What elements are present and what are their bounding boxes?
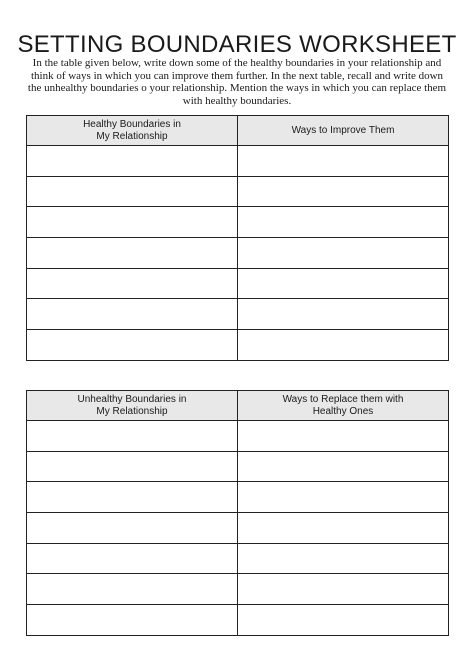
- table-row: [27, 451, 449, 482]
- unhealthy-boundaries-table-body: [27, 421, 449, 636]
- entry-cell-boundary[interactable]: [27, 482, 238, 513]
- entry-cell-boundary[interactable]: [27, 605, 238, 636]
- table-row: [27, 574, 449, 605]
- intro-paragraph: [20, 57, 454, 107]
- intro-line: the unhealthy boundaries o your relationship. Mention the ways in which you can replace them: [27, 82, 447, 94]
- unhealthy-boundaries-table: [26, 390, 449, 636]
- worksheet-title: SETTING BOUNDARIES WORKSHEET: [17, 31, 457, 58]
- header-line: My Relationship: [96, 405, 168, 417]
- header-line: Ways to Replace them with: [282, 393, 404, 405]
- table-row: [27, 421, 449, 452]
- entry-cell-action[interactable]: [238, 543, 449, 574]
- header-line: Unhealthy Boundaries in: [77, 393, 187, 405]
- entry-cell-action[interactable]: [238, 451, 449, 482]
- entry-cell-boundary[interactable]: [27, 330, 238, 361]
- unhealthy-boundaries-header: [27, 391, 238, 421]
- entry-cell-boundary[interactable]: [27, 513, 238, 544]
- table-row: [27, 268, 449, 299]
- entry-cell-boundary[interactable]: [27, 176, 238, 207]
- entry-cell-boundary[interactable]: [27, 574, 238, 605]
- table-row: [27, 482, 449, 513]
- table-row: [27, 146, 449, 177]
- entry-cell-boundary[interactable]: [27, 238, 238, 269]
- ways-to-replace-header: [238, 391, 449, 421]
- entry-cell-action[interactable]: [238, 299, 449, 330]
- table-row: [27, 513, 449, 544]
- table-row: [27, 543, 449, 574]
- table-row: [27, 238, 449, 269]
- ways-to-improve-header: [238, 116, 449, 146]
- entry-cell-boundary[interactable]: [27, 451, 238, 482]
- entry-cell-boundary[interactable]: [27, 146, 238, 177]
- entry-cell-action[interactable]: [238, 238, 449, 269]
- header-line: My Relationship: [96, 130, 168, 142]
- table-row: [27, 176, 449, 207]
- table-row: [27, 207, 449, 238]
- intro-line: think of ways in which you can improve them further. In the next table, recall and write down: [30, 69, 444, 82]
- table-row: [27, 605, 449, 636]
- table-header-row: [27, 116, 449, 146]
- intro-line: In the table given below, write down some of the healthy boundaries in your relationship and: [32, 57, 442, 69]
- entry-cell-boundary[interactable]: [27, 421, 238, 452]
- entry-cell-action[interactable]: [238, 146, 449, 177]
- entry-cell-boundary[interactable]: [27, 268, 238, 299]
- healthy-boundaries-header: [27, 116, 238, 146]
- table-row: [27, 330, 449, 361]
- entry-cell-action[interactable]: [238, 176, 449, 207]
- entry-cell-action[interactable]: [238, 574, 449, 605]
- table-header-row: [27, 391, 449, 421]
- entry-cell-boundary[interactable]: [27, 543, 238, 574]
- healthy-boundaries-table-body: [27, 146, 449, 361]
- header-line: Healthy Boundaries in: [83, 118, 181, 130]
- entry-cell-action[interactable]: [238, 482, 449, 513]
- entry-cell-action[interactable]: [238, 207, 449, 238]
- entry-cell-boundary[interactable]: [27, 299, 238, 330]
- intro-line: with healthy boundaries.: [182, 94, 292, 107]
- entry-cell-action[interactable]: [238, 330, 449, 361]
- entry-cell-action[interactable]: [238, 421, 449, 452]
- table-row: [27, 299, 449, 330]
- header-line: Ways to Improve Them: [291, 124, 395, 136]
- healthy-boundaries-table: [26, 115, 449, 361]
- entry-cell-action[interactable]: [238, 268, 449, 299]
- entry-cell-boundary[interactable]: [27, 207, 238, 238]
- entry-cell-action[interactable]: [238, 513, 449, 544]
- header-line: Healthy Ones: [312, 405, 374, 417]
- entry-cell-action[interactable]: [238, 605, 449, 636]
